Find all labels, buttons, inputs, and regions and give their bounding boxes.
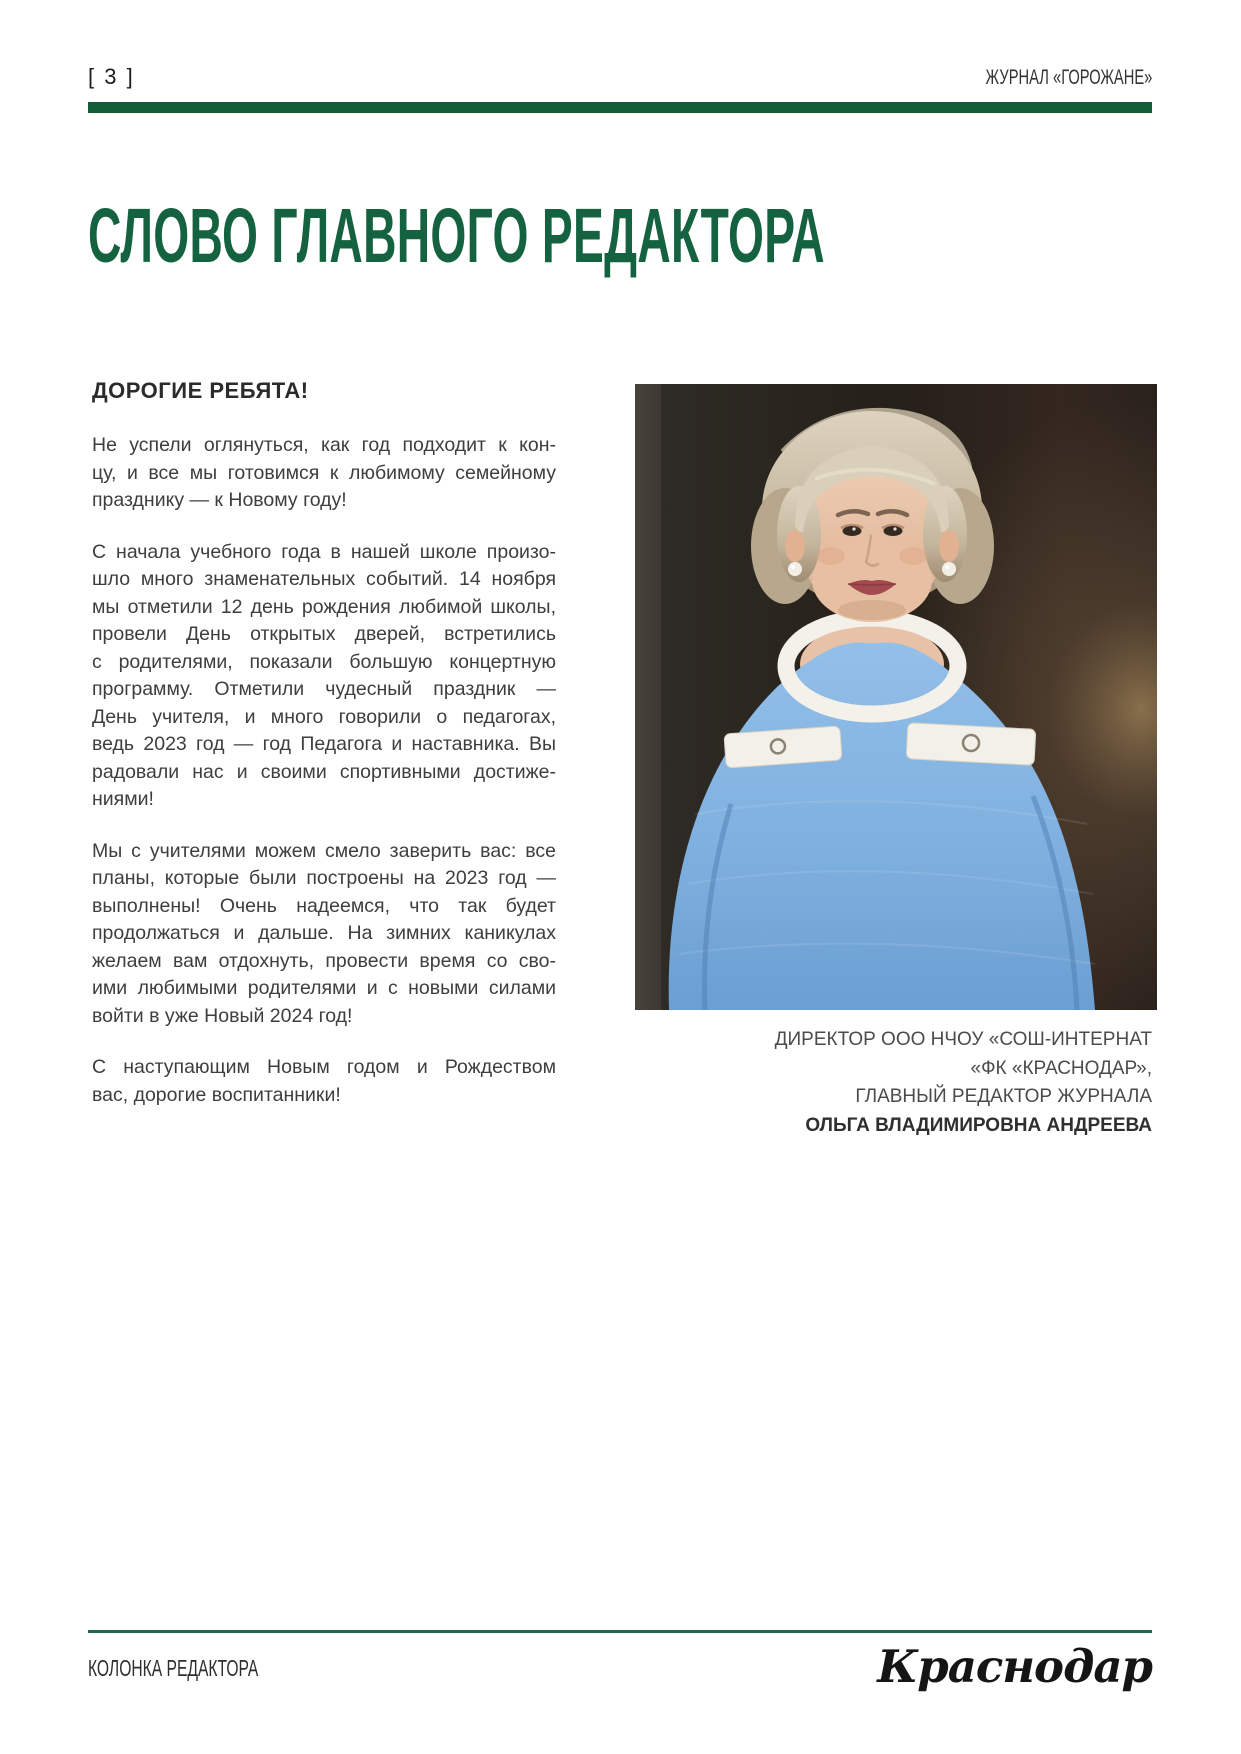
caption-name: ОЛЬГА ВЛАДИМИРОВНА АНДРЕЕВА [805,1114,1152,1136]
portrait-illustration [635,384,1157,1010]
page-number: [ 3 ] [88,64,135,89]
paragraph: С наступающим Новым годом и Рождеством вас, дорогие воспитанники! [92,1056,556,1106]
editor-letter-column [92,432,556,1133]
footer-accent-line [88,1630,1152,1633]
salutation-heading: ДОРОГИЕ РЕБЯТА! [92,378,309,403]
paragraph: Мы с учителями можем смело заверить вас: все планы, которые были построены на 2023 год — выполнены! Очень надеемся, что так будет продолжаться и дальше. На зимних каникулах желаем вам отдохнуть, провести время со сво- ими любимыми родителями и с новыми силами войти в уже Новый 2024 год! [92,839,556,1027]
caption-role-lines: ДИРЕКТОР ООО НЧОУ «СОШ-ИНТЕРНАТ «ФК «КРАСНОДАР», ГЛАВНЫЙ РЕДАКТОР ЖУРНАЛА [774,1029,1152,1107]
header-accent-bar [88,102,1152,113]
paragraph: Не успели оглянуться, как год подходит к кон- цу, и все мы готовимся к любимому семейному празднику — к Новому году! [92,434,556,511]
paragraph: С начала учебного года в нашей школе произо- шло много знаменательных событий. 14 ноября мы отметили 12 день рождения любимой школы, провели День открытых дверей, встретились с родителями, показали большую концертную программу. Отметили чудесный праздник — День учителя, и много говорили о педагогах, ведь 2023 год — год Педагога и наставника. Вы радовали нас и своими спортивными достиже- ниями! [92,540,556,810]
page-title: СЛОВО ГЛАВНОГО РЕДАКТОРА [88,193,825,279]
photo-caption [632,1026,1152,1140]
editor-portrait-photo [635,384,1157,1010]
journal-name: ЖУРНАЛ «ГОРОЖАНЕ» [985,66,1152,89]
krasnodar-logo: Краснодар [877,1640,1152,1693]
footer-section-label: КОЛОНКА РЕДАКТОРА [88,1655,259,1681]
